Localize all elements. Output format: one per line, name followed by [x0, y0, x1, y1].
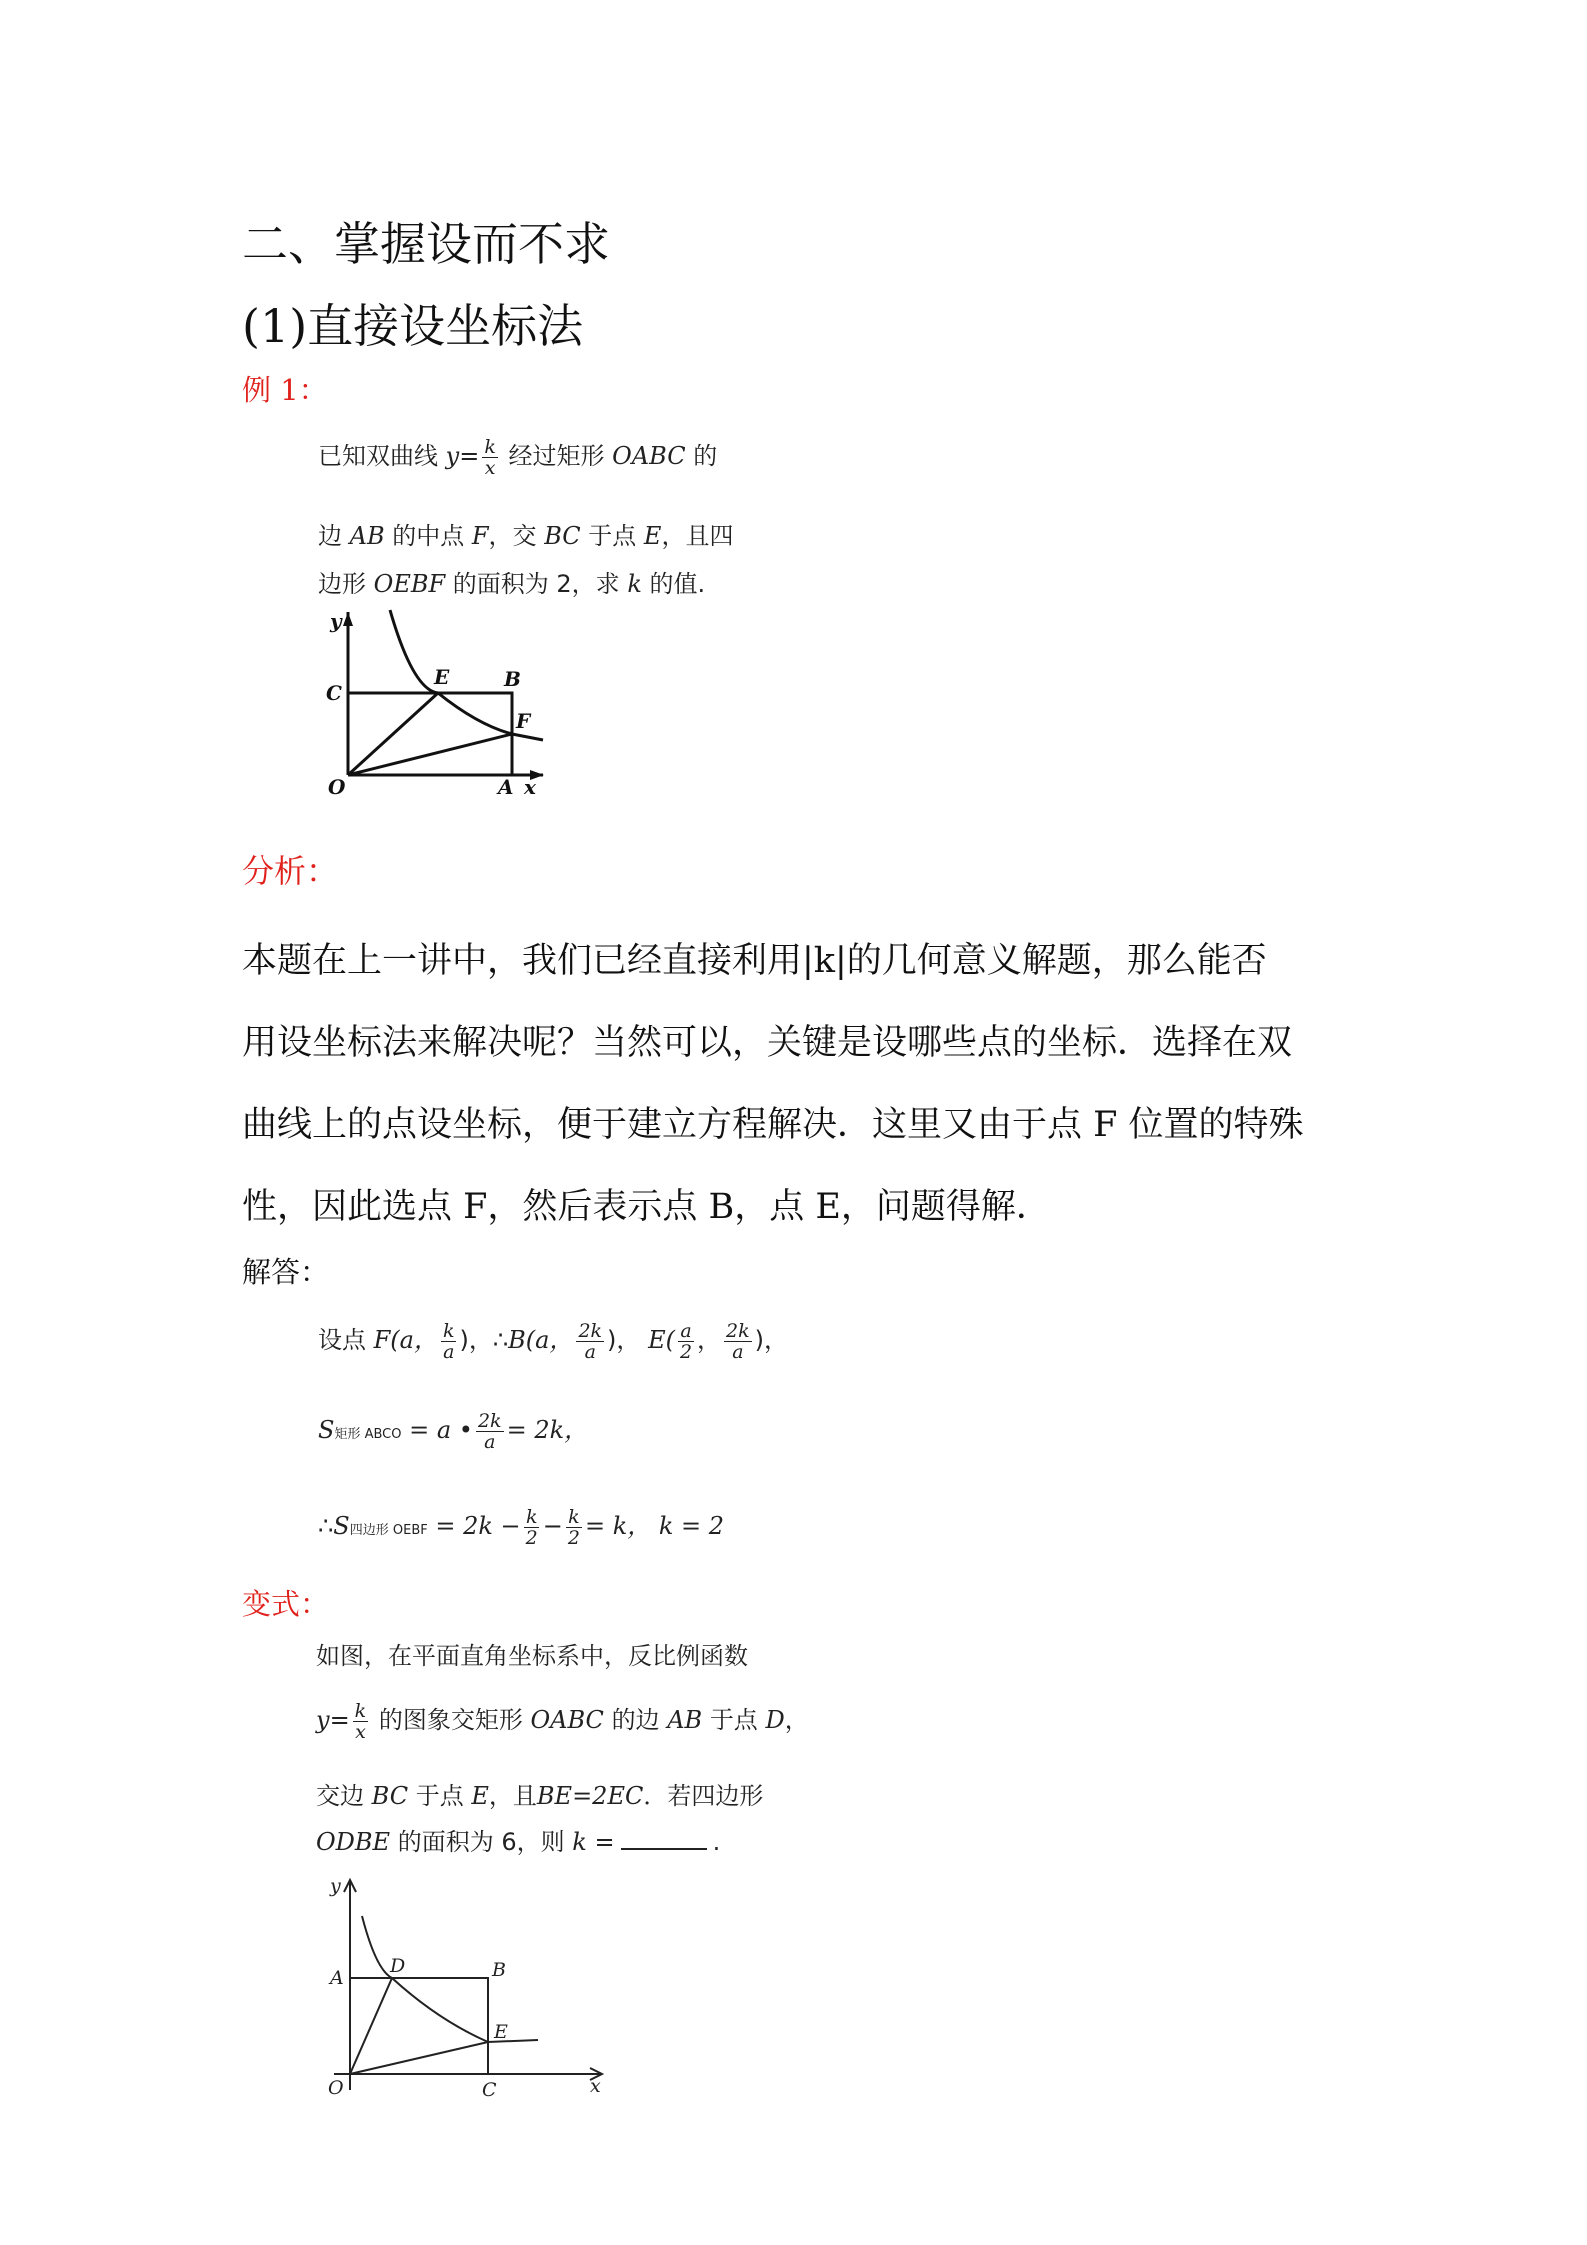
solution-line-1: 设点 F(a， $\frac{k}{a}$ )，∴B(a， $\frac{2k}{a}$ )， E( $\frac{a}{2}$ ， $\frac{2k}{a}$ )， — [318, 1319, 789, 1363]
variant-problem-line-1: 如图，在平面直角坐标系中，反比例函数 — [316, 1642, 748, 1670]
variant-problem-line-4: ODBE 的面积为 6，则 k = . — [316, 1828, 721, 1856]
point-label-e: E — [434, 665, 450, 689]
point-label-c: C — [482, 2079, 497, 2100]
solution-line-2: S矩形 ABCO = a • $\frac{2k}{a}$ = 2k， — [318, 1409, 589, 1453]
point-label-b: B — [504, 667, 521, 691]
variant-problem-line-2: y= $\frac{k}{x}$ 的图象交矩形 OABC 的边 AB 于点 D， — [316, 1699, 809, 1743]
point-label-a: A — [498, 775, 514, 799]
analysis-line: 曲线上的点设坐标，便于建立方程解决．这里又由于点 F 位置的特殊 — [242, 1105, 1304, 1145]
example-problem-line-2: 边 AB 的中点 F，交 BC 于点 E，且四 — [318, 522, 734, 550]
point-label-o: O — [328, 2077, 344, 2099]
point-label-b: B — [492, 1959, 506, 1981]
point-label-a: A — [330, 1967, 344, 1989]
axis-label-x: x — [590, 2075, 601, 2097]
point-label-f: F — [516, 709, 531, 733]
point-label-o: O — [328, 775, 346, 799]
example-problem-line-3: 边形 OEBF 的面积为 2，求 k 的值. — [318, 570, 706, 598]
point-label-c: C — [326, 681, 342, 705]
variant-label: 变式： — [242, 1587, 330, 1621]
example-label: 例 1： — [242, 373, 328, 407]
answer-blank — [621, 1848, 707, 1850]
analysis-paragraph — [242, 920, 1362, 1248]
analysis-line: 性，因此选点 F，然后表示点 B，点 E，问题得解． — [242, 1187, 1051, 1227]
example-problem-line-1: 已知双曲线 y= $\frac{k}{x}$ 经过矩形 OABC 的 — [318, 435, 718, 479]
variant-problem-line-3: 交边 BC 于点 E，且BE=2EC．若四边形 — [316, 1782, 764, 1810]
axis-label-y: y — [330, 1875, 341, 1897]
example-figure — [318, 600, 558, 810]
axis-label-y: y — [330, 609, 342, 633]
variant-figure — [318, 1870, 618, 2100]
analysis-line: 用设坐标法来解决呢？当然可以，关键是设哪些点的坐标．选择在双 — [242, 1023, 1293, 1063]
fraction-k-over-x: $\frac{k}{x}$ — [484, 435, 496, 479]
solution-label: 解答： — [242, 1255, 330, 1289]
analysis-label: 分析： — [242, 852, 339, 890]
axis-label-x: x — [524, 775, 536, 799]
subsection-heading: (1)直接设坐标法 — [242, 299, 584, 353]
section-heading: 二、掌握设而不求 — [242, 217, 610, 271]
analysis-line: 本题在上一讲中，我们已经直接利用|k|的几何意义解题，那么能否 — [242, 941, 1267, 981]
solution-line-3: ∴S四边形 OEBF = 2k − $\frac{k}{2}$ − $\frac{k}{2}$ = k， k = 2 — [318, 1505, 725, 1549]
point-label-e: E — [494, 2021, 508, 2043]
point-label-d: D — [390, 1955, 406, 1977]
